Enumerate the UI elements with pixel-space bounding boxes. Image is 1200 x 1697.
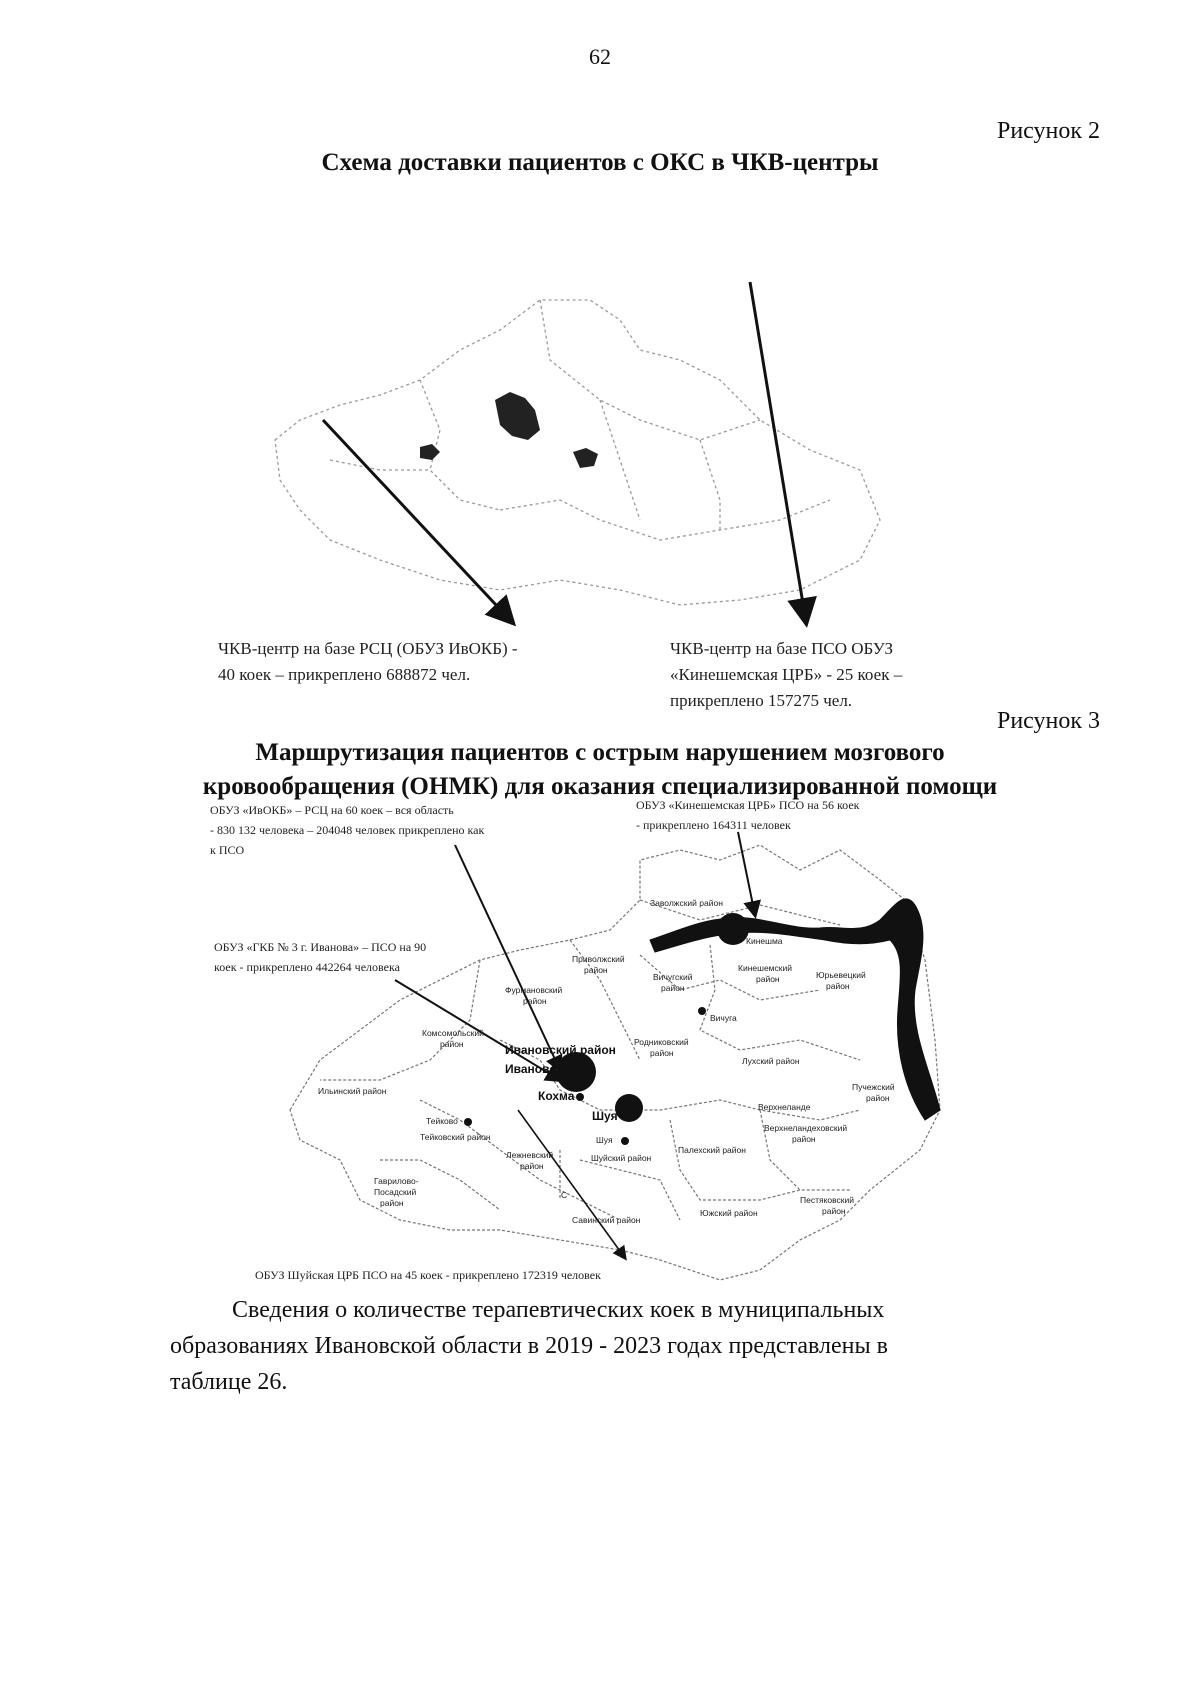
teykovo-dot xyxy=(464,1118,472,1126)
label-komsomolsky-2: район xyxy=(440,1039,464,1049)
figure-3-title-line1: Маршрутизация пациентов с острым нарушением мозгового xyxy=(255,739,945,766)
label-komsomolsky-1: Комсомольский xyxy=(422,1028,484,1038)
caption-right-line1: ЧКВ-центр на базе ПСО ОБУЗ xyxy=(670,639,894,658)
label-privolzhsky-1: Приволжский xyxy=(572,954,625,964)
volga-river xyxy=(650,899,940,1120)
paragraph-line2: образованиях Ивановской области в 2019 - 2023 годах представлены в xyxy=(170,1333,888,1359)
annotation-gkb3-line1: ОБУЗ «ГКБ № 3 г. Иванова» – ПСО на 90 xyxy=(214,940,427,954)
shuya-marker xyxy=(615,1094,643,1122)
label-yurevetsky-2: район xyxy=(826,981,850,991)
label-verkhnelandekhovsky-1: Верхнеландеховский xyxy=(764,1123,848,1133)
label-lezhnevsky-1: Лежневский xyxy=(506,1150,554,1160)
caption-left-line1: ЧКВ-центр на базе РСЦ (ОБУЗ ИвОКБ) - xyxy=(218,639,518,658)
annotation-ivokb-line1: ОБУЗ «ИвОКБ» – РСЦ на 60 коек – вся область xyxy=(210,803,454,817)
annotation-kineshma-line2: - прикреплено 164311 человек xyxy=(636,818,791,832)
label-gavrilovo-2: Посадский xyxy=(374,1187,417,1197)
label-shuya: Шуя xyxy=(596,1135,613,1145)
label-privolzhsky-2: район xyxy=(584,965,608,975)
label-teykovo: Тейково xyxy=(426,1116,458,1126)
vichuga-dot xyxy=(698,1007,706,1015)
label-puchezhsky-1: Пучежский xyxy=(852,1082,895,1092)
annotation-ivokb-line3: к ПСО xyxy=(210,843,245,857)
label-verkhnelandekhovsky-2: район xyxy=(792,1134,816,1144)
label-ivanovsky-district: Ивановский район xyxy=(505,1043,616,1057)
figure-2-label: Рисунок 2 xyxy=(996,118,1100,144)
label-kineshemsky-2: район xyxy=(756,974,780,984)
figure-3-title-line2: кровообращения (ОНМК) для оказания специализированной помощи xyxy=(202,773,998,800)
shuya-dot xyxy=(621,1137,629,1145)
label-pestyakovsky-1: Пестяковский xyxy=(800,1195,855,1205)
label-pestyakovsky-2: район xyxy=(822,1206,846,1216)
label-shuysky: Шуйский район xyxy=(591,1153,652,1163)
label-rodnikovsky-1: Родниковский xyxy=(634,1037,689,1047)
label-zavolzhsky: Заволжский район xyxy=(650,898,723,908)
label-gavrilovo-3: район xyxy=(380,1198,404,1208)
label-savinsky: Савинский район xyxy=(572,1215,641,1225)
kineshma-marker xyxy=(717,913,749,945)
figure-2-title: Схема доставки пациентов с ОКС в ЧКВ-центры xyxy=(321,149,879,176)
figure-3-label: Рисунок 3 xyxy=(996,708,1100,734)
label-yurevetsky-1: Юрьевецкий xyxy=(816,970,866,980)
label-vichugsky-1: Вичугский xyxy=(653,972,693,982)
label-vichugsky-2: район xyxy=(661,983,685,993)
caption-right-line2: «Кинешемская ЦРБ» - 25 коек – xyxy=(670,665,903,684)
label-shuya-top: Шуя xyxy=(592,1109,618,1123)
label-lukhsky: Лухский район xyxy=(742,1056,800,1066)
label-ivanovo: Иваново xyxy=(505,1062,557,1076)
annotation-shuya: ОБУЗ Шуйская ЦРБ ПСО на 45 коек - прикреплено 172319 человек xyxy=(255,1268,601,1282)
label-puchezhsky-2: район xyxy=(866,1093,890,1103)
label-yuzhsky: Южский район xyxy=(700,1208,758,1218)
arrow-kineshma xyxy=(738,832,755,915)
label-gavrilovo-1: Гаврилово- xyxy=(374,1176,419,1186)
label-teykovsky: Тейковский район xyxy=(420,1132,491,1142)
label-ilyinsky: Ильинский район xyxy=(318,1086,387,1096)
label-palekhsky: Палехский район xyxy=(678,1145,746,1155)
paragraph-line3: таблице 26. xyxy=(170,1369,288,1395)
label-kineshemsky-1: Кинешемский xyxy=(738,963,792,973)
label-kineshma-city: Кинешма xyxy=(746,936,783,946)
label-verkhnelandekh: Верхнеланде xyxy=(758,1102,811,1112)
label-furmanovsky-1: Фурмановский xyxy=(505,985,563,995)
label-furmanovsky-2: район xyxy=(523,996,547,1006)
kokhma-dot xyxy=(576,1093,584,1101)
caption-left-line2: 40 коек – прикреплено 688872 чел. xyxy=(218,665,471,684)
annotation-gkb3-line2: коек - прикреплено 442264 человека xyxy=(214,960,400,974)
label-lezhnevsky-2: район xyxy=(520,1161,544,1171)
label-s-mark: С xyxy=(561,1190,568,1200)
paragraph-line1: Сведения о количестве терапевтических коек в муниципальных xyxy=(232,1297,885,1323)
ivanovo-marker xyxy=(556,1052,596,1092)
label-rodnikovsky-2: район xyxy=(650,1048,674,1058)
annotation-ivokb-line2: - 830 132 человека – 204048 человек прикреплено как xyxy=(210,823,485,837)
body-paragraph xyxy=(170,1292,1100,1400)
label-vichuga: Вичуга xyxy=(710,1013,737,1023)
annotation-kineshma-line1: ОБУЗ «Кинешемская ЦРБ» ПСО на 56 коек xyxy=(636,798,860,812)
caption-right-line3: прикреплено 157275 чел. xyxy=(670,691,853,710)
page-number: 62 xyxy=(589,44,611,69)
label-kokhma: Кохма xyxy=(538,1089,575,1103)
